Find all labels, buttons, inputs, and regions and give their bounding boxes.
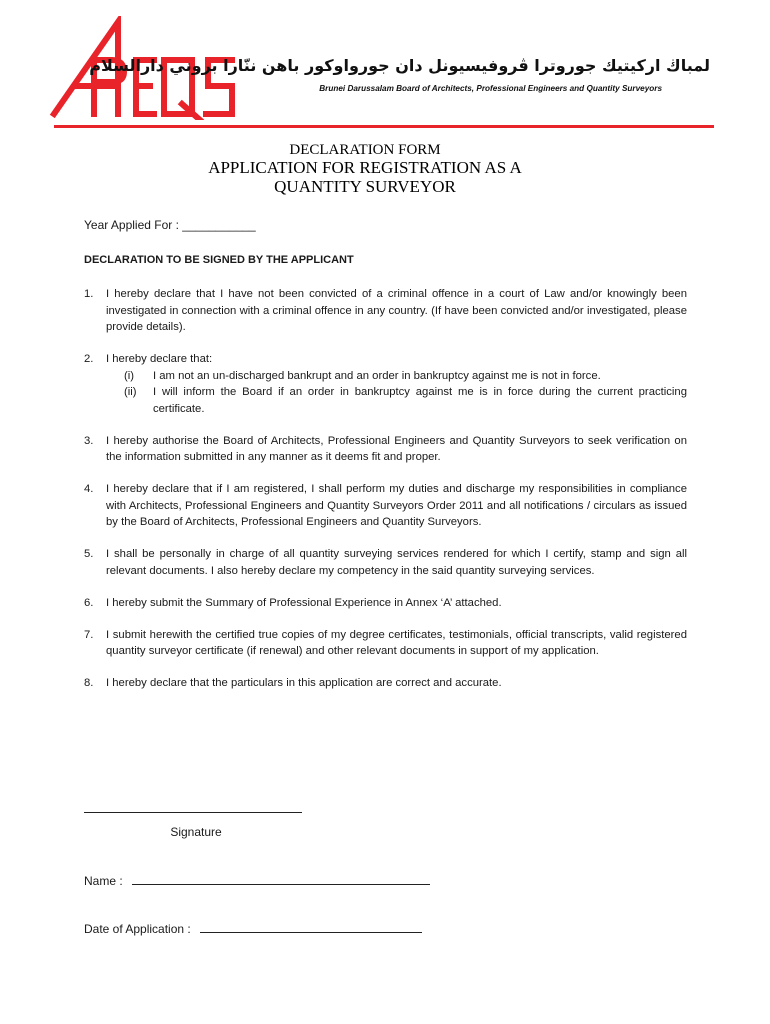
- form-title: [100, 142, 630, 196]
- clause-7: [84, 627, 687, 660]
- year-applied-field[interactable]: ___________: [182, 218, 256, 232]
- clause-5: [84, 546, 687, 579]
- clause-3: [84, 433, 687, 466]
- sub-clause-text: I will inform the Board if an order in bankruptcy against me is in force during the current practicing certificate.: [153, 386, 687, 415]
- year-applied-label: Year Applied For :: [84, 218, 179, 232]
- clause-1: [84, 286, 687, 336]
- clause-number: 1.: [84, 288, 94, 300]
- clause-2-sub-list: [106, 368, 687, 418]
- board-name-arabic: لمباڬ اركيتيك جوروترا ڤروفيسيونل دان جورواوكور باهن ننّارا بروني دارالسلام: [89, 56, 710, 75]
- year-applied-row: [84, 218, 256, 232]
- date-of-application-field[interactable]: [200, 931, 422, 933]
- signature-field[interactable]: [84, 812, 302, 813]
- title-line-3: QUANTITY SURVEYOR: [274, 177, 456, 196]
- clause-2: [84, 351, 687, 417]
- clause-number: 2.: [84, 353, 94, 365]
- date-of-application-row: [84, 922, 422, 936]
- sub-clause-number: (ii): [124, 386, 137, 398]
- clause-number: 6.: [84, 596, 94, 609]
- clause-number: 5.: [84, 548, 94, 560]
- declaration-heading: DECLARATION TO BE SIGNED BY THE APPLICANT: [84, 254, 354, 266]
- clause-number: 3.: [84, 434, 94, 447]
- board-name-english: Brunei Darussalam Board of Architects, Professional Engineers and Quantity Surveyors: [319, 84, 662, 93]
- clause-text: I hereby submit the Summary of Professional Experience in Annex ‘A’ attached.: [106, 596, 502, 609]
- sub-clause-ii: [106, 384, 687, 417]
- clause-text: I hereby declare that:: [106, 353, 213, 365]
- clause-number: 8.: [84, 677, 94, 689]
- clause-number: 4.: [84, 483, 94, 495]
- clause-8: [84, 675, 687, 692]
- clause-number: 7.: [84, 628, 94, 641]
- clause-4: [84, 481, 687, 531]
- clause-text: I hereby declare that I have not been convicted of a criminal offence in a court of Law and/or knowingly been investigated in connection with a criminal offence in any country. (If have been convicted and/or investigated, please provide details).: [106, 288, 687, 333]
- clause-6: [84, 595, 687, 612]
- sub-clause-text: I am not an un-discharged bankrupt and an order in bankruptcy against me is not in force.: [153, 369, 601, 382]
- declaration-clauses: [84, 286, 687, 707]
- clause-text: I hereby declare that the particulars in this application are correct and accurate.: [106, 677, 502, 689]
- date-of-application-label: Date of Application :: [84, 922, 191, 936]
- name-field[interactable]: [132, 883, 430, 885]
- clause-text: I hereby declare that if I am registered, I shall perform my duties and discharge my responsibilities in compliance with Architects, Professional Engineers and Quantity Surveyors Order 2011 and all notifications / circulars as issued by the Board of Architects, Professional Engineers and Quantity Surveyors.: [106, 483, 687, 528]
- title-line-1: DECLARATION FORM: [289, 142, 441, 158]
- clause-text: I shall be personally in charge of all quantity surveying services rendered for which I certify, stamp and sign all relevant documents. I also hereby declare my competency in the said quantity surveying services.: [106, 548, 687, 577]
- name-row: [84, 874, 430, 888]
- signature-label: Signature: [170, 825, 222, 839]
- clause-text: I submit herewith the certified true copies of my degree certificates, testimonials, official transcripts, valid registered quantity surveyor certificate (if renewal) and other relevant documents in support of my application.: [106, 628, 687, 657]
- name-label: Name :: [84, 874, 123, 888]
- header-divider: [54, 125, 714, 128]
- sub-clause-number: (i): [124, 369, 135, 382]
- clause-text: I hereby authorise the Board of Architects, Professional Engineers and Quantity Surveyors to seek verification on the information submitted in any manner as it deems fit and proper.: [106, 434, 687, 463]
- sub-clause-i: [106, 368, 687, 385]
- title-line-2: APPLICATION FOR REGISTRATION AS A: [208, 158, 522, 177]
